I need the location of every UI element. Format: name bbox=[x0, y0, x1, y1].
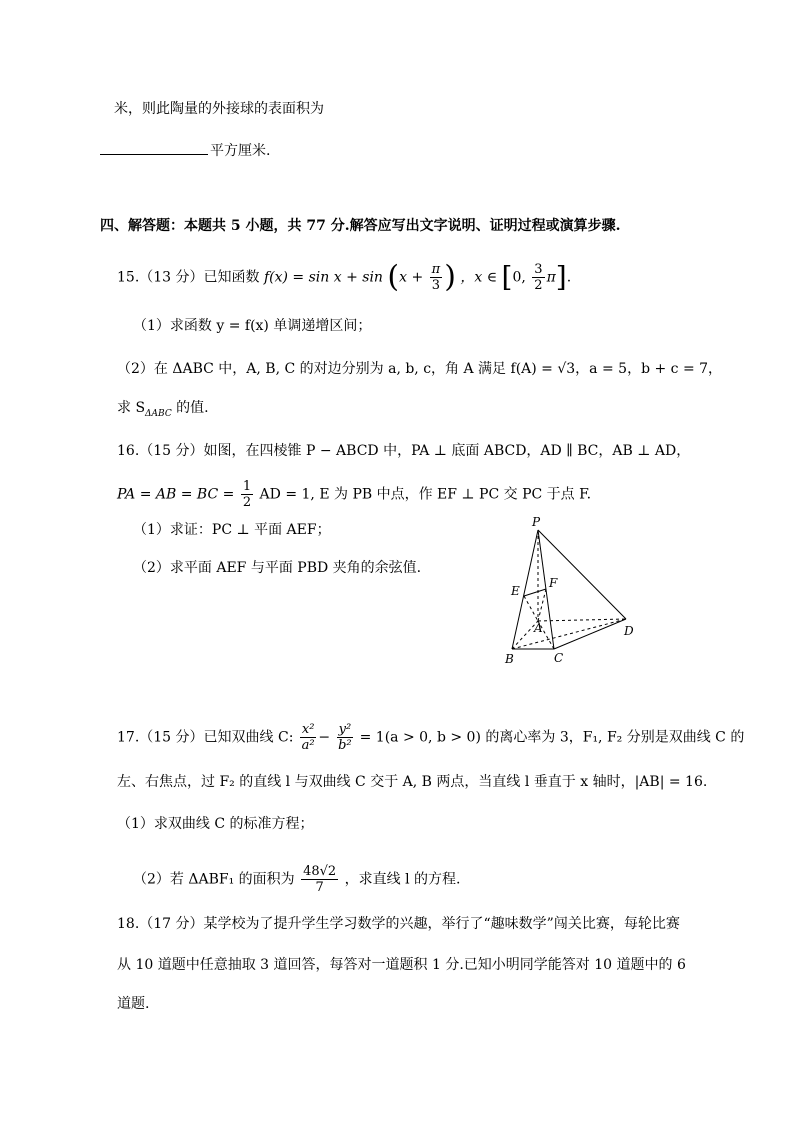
intro-line-1: 米，则此陶量的外接球的表面积为 bbox=[114, 101, 324, 117]
label-F: F bbox=[549, 576, 558, 590]
q16-line-1: 16.（15 分）如图，在四棱锥 P − ABCD 中，PA ⊥ 底面 ABCD，AD ∥ BC，AB ⊥ AD， bbox=[117, 443, 691, 459]
q15-function: f(x) = sin x + sin bbox=[263, 269, 383, 286]
q17-part-2: （2）若 ΔABF₁ 的面积为 $\frac{48√2}{7}$ ，求直线 l 的方程. bbox=[133, 864, 461, 895]
pyramid-figure bbox=[495, 512, 655, 672]
q16-part-1: （1）求证：PC ⊥ 平面 AEF； bbox=[133, 522, 331, 538]
answer-blank[interactable] bbox=[100, 140, 208, 155]
label-C: C bbox=[554, 651, 564, 665]
q16-part-2: （2）求平面 AEF 与平面 PBD 夹角的余弦值. bbox=[133, 560, 422, 576]
q18-line-2: 从 10 道题中任意抽取 3 道回答，每答对一道题积 1 分.已知小明同学能答对 10 道题中的 6 bbox=[117, 957, 686, 973]
label-A: A bbox=[534, 621, 543, 635]
q16-frac-1-2: $\frac{1}{2}$ bbox=[242, 479, 252, 510]
label-E: E bbox=[511, 584, 520, 598]
label-B: B bbox=[505, 652, 514, 666]
q15-interval-pi: π bbox=[546, 269, 556, 286]
label-P: P bbox=[532, 515, 541, 529]
section-title: 四、解答题：本题共 5 小题，共 77 分.解答应写出文字说明、证明过程或演算步骤. bbox=[100, 218, 621, 234]
q15-domain: ，x ∈ bbox=[460, 269, 498, 286]
q17-line-1: 17.（15 分）已知双曲线 C: $\frac{\text{x²}}{\text{a²}}$ − $\frac{\text{y²}}{\text{b²}}$ = 1(a > 0, b > 0) 的离心率为 3，F₁, F₂ 分别是双曲线 C 的 bbox=[117, 722, 745, 753]
q15-inner: x + bbox=[399, 269, 424, 286]
q18-line-1: 18.（17 分）某学校为了提升学生学习数学的兴趣，举行了“趣味数学”闯关比赛，每轮比赛 bbox=[117, 916, 680, 932]
q18-line-3: 道题. bbox=[117, 996, 150, 1012]
q16-line-2: PA = AB = BC = $\frac{1}{2}$ AD = 1, E 为 PB 中点，作 EF ⊥ PC 交 PC 于点 F. bbox=[117, 479, 592, 510]
q17-frac-area: $\frac{48√2}{7}$ bbox=[303, 864, 337, 895]
q15-part-2: （2）在 ΔABC 中，A, B, C 的对边分别为 a, b, c，角 A 满足 f(A) = √3，a = 5，b + c = 7， bbox=[117, 361, 723, 377]
q15-part-1: （1）求函数 y = f(x) 单调递增区间； bbox=[133, 318, 372, 334]
intro-line-2 bbox=[100, 140, 270, 161]
q15-number: 15.（13 分）已知函数 bbox=[117, 269, 260, 286]
q15-part-2b: 求 $S_{\Delta ABC}$ 的值. bbox=[117, 400, 209, 419]
q15-line-1: 15.（13 分）已知函数 f(x) = sin x + sin (x + $\frac{\pi}{3}$ ) ，x ∈ [0, $\frac{3}{2}$ π]. bbox=[117, 259, 572, 295]
q15-frac-pi-3: $\frac{\pi}{3}$ bbox=[431, 262, 441, 293]
q17-frac-x2-a2: $\frac{\text{x²}}{\text{a²}}$ bbox=[301, 722, 315, 753]
q17-frac-y2-b2: $\frac{\text{y²}}{\text{b²}}$ bbox=[338, 722, 352, 753]
q15-frac-3-2: $\frac{3}{2}$ bbox=[534, 262, 543, 293]
q17-part-1: （1）求双曲线 C 的标准方程； bbox=[117, 816, 314, 832]
label-D: D bbox=[624, 624, 634, 638]
q15-interval-start: 0, bbox=[512, 269, 526, 286]
intro-line-2-suffix: 平方厘米. bbox=[210, 143, 271, 159]
q17-line-2: 左、右焦点，过 F₂ 的直线 l 与双曲线 C 交于 A, B 两点，当直线 l 垂直于 x 轴时，|AB| = 16. bbox=[117, 774, 708, 790]
